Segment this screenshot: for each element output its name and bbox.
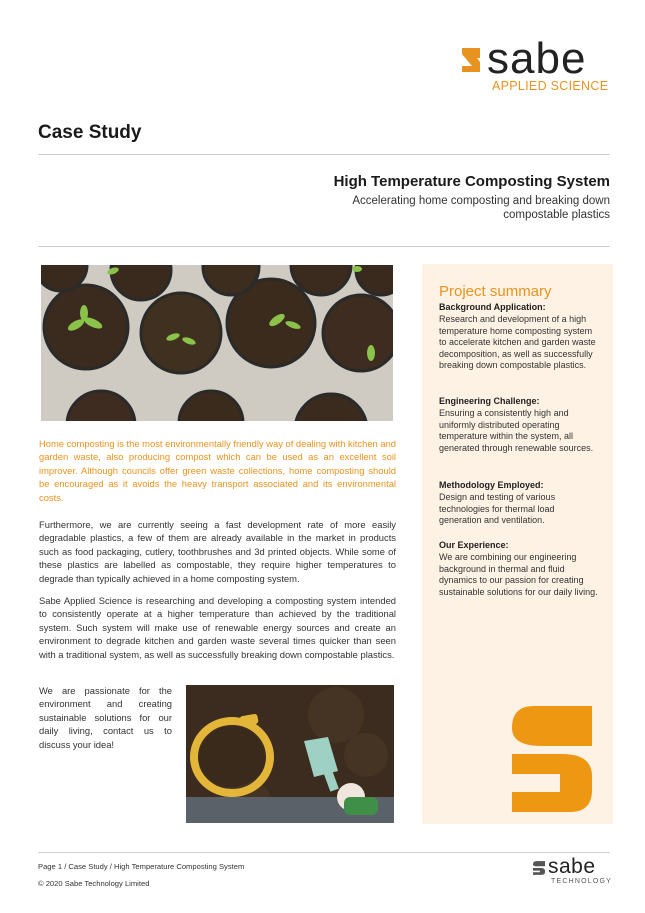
divider xyxy=(38,246,610,247)
project-summary-title: Project summary xyxy=(439,283,552,300)
case-study-heading: Case Study xyxy=(38,122,142,143)
summary-text-challenge: Ensuring a consistently high and uniformly distributed operating temperature within the system, all generated through renewable sources. xyxy=(439,408,594,453)
closing-paragraph: We are passionate for the environment and creating sustainable solutions for our daily living, contact us to discuss your idea! xyxy=(39,685,172,750)
document-subtitle: Accelerating home composting and breaking down compostable plastics xyxy=(352,195,610,221)
summary-heading-methodology: Methodology Employed: xyxy=(439,480,544,490)
summary-heading-background: Background Application: xyxy=(439,302,546,312)
summary-heading-experience: Our Experience: xyxy=(439,540,509,550)
summary-text-experience: We are combining our engineering background in thermal and fluid dynamics to our passion for creating sustainable solutions for our daily living. xyxy=(439,552,598,597)
footer-page-number: Page 1 xyxy=(38,862,63,871)
intro-paragraph: Home composting is the most environmentally friendly way of dealing with kitchen and garden waste, also producing compost which can be used as an excellent soil improver. Although councils offer green waste collections, home composting should be encouraged as it avoids the heavy transport associated and its environmental costs. xyxy=(39,438,396,503)
brand-subtitle: APPLIED SCIENCE xyxy=(492,79,609,93)
summary-heading-challenge: Engineering Challenge: xyxy=(439,396,540,406)
sabe-s-mark-icon xyxy=(512,706,592,812)
footer-brand-name: sabe xyxy=(548,855,596,878)
brand-name: sabe xyxy=(487,34,587,83)
footer-logo-icon xyxy=(533,860,545,876)
divider xyxy=(38,154,610,155)
document-title: High Temperature Composting System xyxy=(333,173,610,190)
summary-text-background: Research and development of a high temperature home composting system to accelerate kitchen and garden waste decomposition, as well as successfully breaking down compostable plastics. xyxy=(439,314,596,371)
summary-text-methodology: Design and testing of various technologies for thermal load generation and ventilation. xyxy=(439,492,556,526)
footer-page-info xyxy=(38,862,244,871)
footer-copyright: © 2020 Sabe Technology Limited xyxy=(38,879,150,888)
compost-photo xyxy=(186,685,394,823)
body-paragraph-3: Sabe Applied Science is researching and developing a composting system intended to consistently operate at a higher temperature than achieved by the traditional system. Such system will make use of renewable energy sources and create an environment to degrade kitchen and garden waste several times quicker than seen with a traditional system, as well as successfully breaking down compostable plastics. xyxy=(39,595,396,660)
footer-breadcrumb: / Case Study / High Temperature Composting System xyxy=(64,862,245,871)
seedlings-photo xyxy=(41,265,393,421)
footer-brand-subtitle: TECHNOLOGY xyxy=(551,878,613,885)
body-paragraph-2: Furthermore, we are currently seeing a fast development rate of more easily degradable plastics, a few of them are already available in the market in products such as food packaging, cutlery, toothbrushes and 3d printed objects. While some of these plastics are labelled as compostable, they require higher temperatures to degrade than typically achieved in a home composting system. xyxy=(39,519,396,584)
footer-divider xyxy=(38,852,610,853)
